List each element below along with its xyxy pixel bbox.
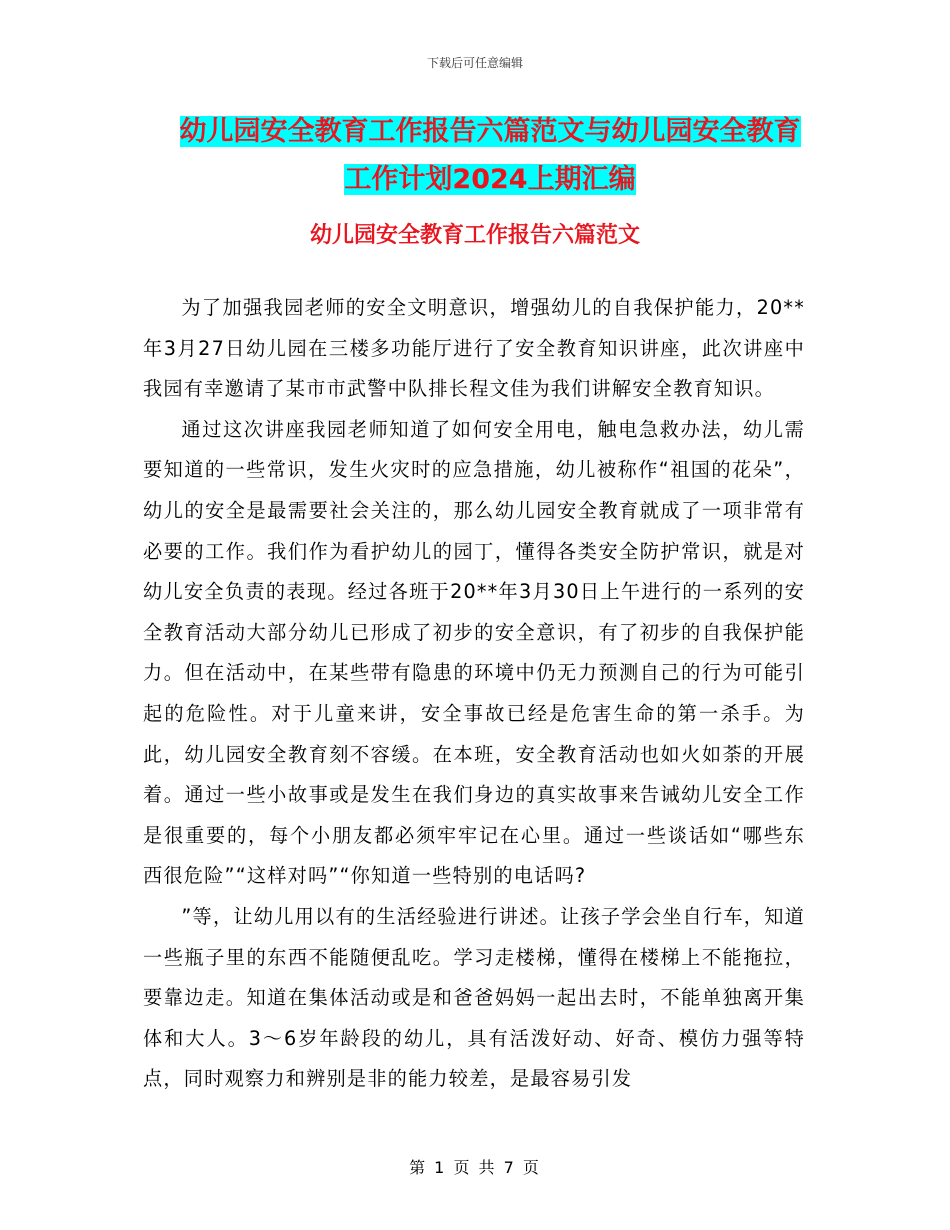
document-title-line-2: 工作计划2024上期汇编 — [344, 164, 636, 195]
page-number-footer: 第 1 页 共 7 页 — [409, 1158, 541, 1177]
paragraph: 为了加强我园老师的安全文明意识，增强幼儿的自我保护能力，20**年3月27日幼儿园在三楼多功能厅进行了安全教育知识讲座，此次讲座中我园有幸邀请了某市市武警中队排长程文佳为我们讲解安全教育知识。 — [143, 296, 805, 401]
header-note: 下载后可任意编辑 — [426, 56, 523, 70]
document-title — [140, 108, 840, 204]
document-body — [143, 288, 805, 1100]
paragraph: 通过这次讲座我园老师知道了如何安全用电，触电急救办法，幼儿需要知道的一些常识，发生火灾时的应急措施，幼儿被称作“祖国的花朵”，幼儿的安全是最需要社会关注的，那么幼儿园安全教育就成了一项非常有必要的工作。我们作为看护幼儿的园丁，懂得各类安全防护常识，就是对幼儿安全负责的表现。经过各班于20**年3月30日上午进行的一系列的安全教育活动大部分幼儿已形成了初步的安全意识，有了初步的自我保护能力。但在活动中，在某些带有隐患的环境中仍无力预测自己的行为可能引起的危险性。对于儿童来讲，安全事故已经是危害生命的第一杀手。为此，幼儿园安全教育刻不容缓。在本班，安全教育活动也如火如荼的开展着。通过一些小故事或是发生在我们身边的真实故事来告诫幼儿安全工作是很重要的，每个小朋友都必须牢牢记在心里。通过一些谈话如“哪些东西很危险”“这样对吗”“你知道一些特别的电话吗? — [143, 417, 805, 888]
paragraph: ”等，让幼儿用以有的生活经验进行讲述。让孩子学会坐自行车，知道一些瓶子里的东西不能随便乱吃。学习走楼梯，懂得在楼梯上不能拖拉，要靠边走。知道在集体活动或是和爸爸妈妈一起出去时，不能单独离开集体和大人。3～6岁年龄段的幼儿，具有活泼好动、好奇、模仿力强等特点，同时观察力和辨别是非的能力较差，是最容易引发 — [143, 904, 805, 1091]
document-title-line-1: 幼儿园安全教育工作报告六篇范文与幼儿园安全教育 — [179, 116, 801, 147]
section-title: 幼儿园安全教育工作报告六篇范文 — [309, 223, 640, 248]
